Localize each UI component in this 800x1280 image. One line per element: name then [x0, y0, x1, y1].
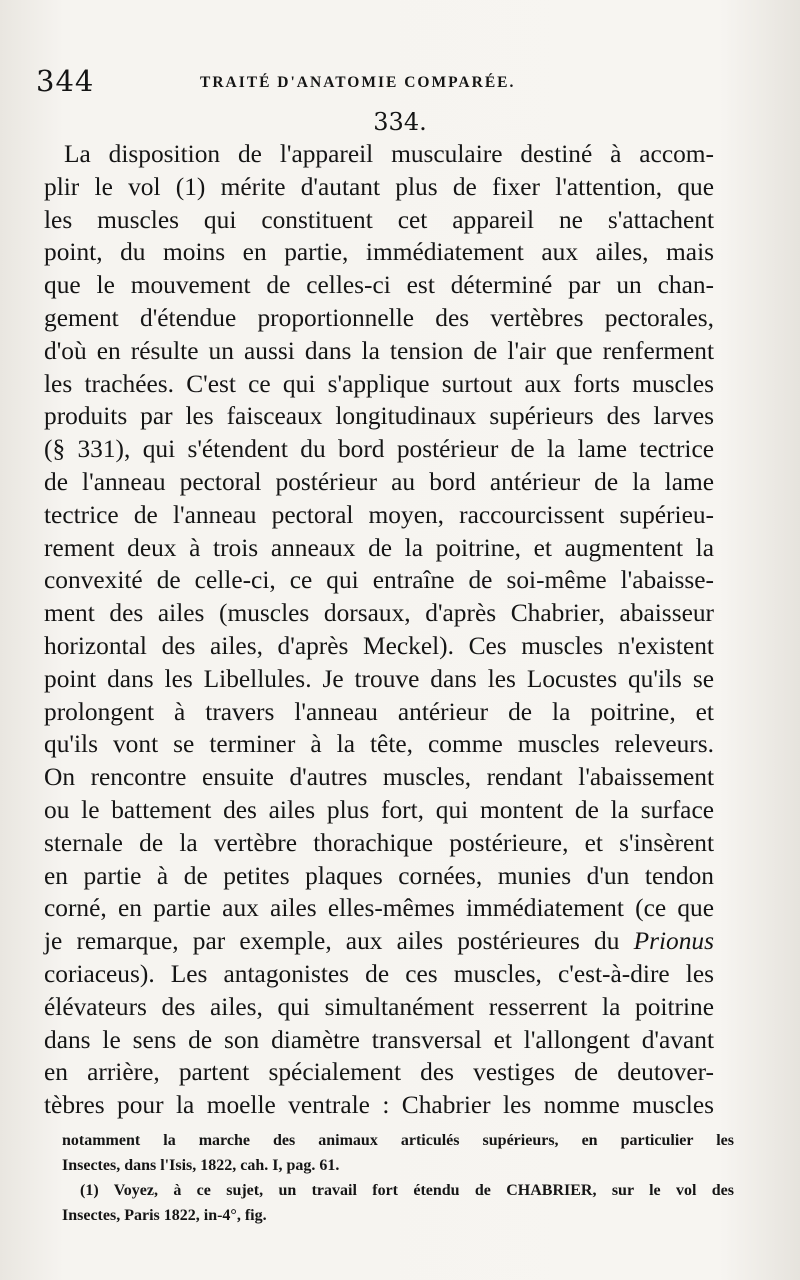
section-number: 334. — [373, 108, 427, 136]
text-line: point, du moins en partie, immédiatement aux ailes, mais — [44, 238, 714, 267]
text-line: coriaceus). Les antagonistes de ces muscles, c'est-à-dire les — [44, 959, 714, 988]
page-header — [36, 64, 756, 104]
text-line: en partie à de petites plaques cornées, munies d'un tendon — [44, 861, 714, 890]
text-line: gement d'étendue proportionnelle des vertèbres pectorales, — [44, 303, 714, 332]
text-line: qu'ils vont se terminer à la tête, comme muscles releveurs. — [44, 730, 714, 759]
text-line: en arrière, partent spécialement des vestiges de deutover- — [44, 1058, 714, 1087]
footnote-line: Insectes, dans l'Isis, 1822, cah. I, pag. 61. — [62, 1157, 340, 1174]
page-number: 344 — [36, 64, 95, 98]
text-line-with-italic — [44, 925, 714, 958]
species-name-italic: Prionus — [633, 927, 714, 956]
footnote-line: (1) Voyez, à ce sujet, un travail fort étendu de CHABRIER, sur le vol des — [80, 1182, 734, 1199]
footnote-line: Insectes, Paris 1822, in-4°, fig. — [62, 1207, 267, 1224]
text-line: tectrice de l'anneau pectoral moyen, raccourcissent supérieu- — [44, 500, 714, 529]
text-line: les muscles qui constituent cet appareil ne s'attachent — [44, 205, 714, 234]
text-line: rement deux à trois anneaux de la poitrine, et augmentent la — [44, 533, 714, 562]
text-line: La disposition de l'appareil musculaire destiné à accom- — [64, 140, 714, 168]
body-text — [44, 138, 714, 1122]
text-line: les trachées. C'est ce qui s'applique surtout aux forts muscles — [44, 369, 714, 398]
text-line: prolongent à travers l'anneau antérieur de la poitrine, et — [44, 697, 714, 726]
text-line: tèbres pour la moelle ventrale : Chabrier les nomme muscles — [44, 1091, 714, 1120]
text-segment: je remarque, par exemple, aux ailes postérieures du — [44, 927, 620, 956]
text-line: d'où en résulte un aussi dans la tension de l'air que renferment — [44, 336, 714, 365]
text-line: dans le sens de son diamètre transversal et l'allongent d'avant — [44, 1025, 714, 1054]
text-line: (§ 331), qui s'étendent du bord postérieur de la lame tectrice — [44, 435, 714, 464]
text-line: sternale de la vertèbre thorachique postérieure, et s'insèrent — [44, 828, 714, 857]
running-title: TRAITÉ D'ANATOMIE COMPARÉE. — [200, 74, 516, 91]
text-line: de l'anneau pectoral postérieur au bord antérieur de la lame — [44, 467, 714, 496]
text-line: convexité de celle-ci, ce qui entraîne de soi-même l'abaisse- — [44, 566, 714, 595]
text-line: horizontal des ailes, d'après Meckel). Ces muscles n'existent — [44, 631, 714, 660]
text-line: On rencontre ensuite d'autres muscles, rendant l'abaissement — [44, 763, 714, 792]
text-line: que le mouvement de celles-ci est déterminé par un chan- — [44, 271, 714, 300]
text-line: ou le battement des ailes plus fort, qui montent de la surface — [44, 795, 714, 824]
footnote-line: notamment la marche des animaux articulés supérieurs, en particulier les — [62, 1132, 734, 1149]
text-line: point dans les Libellules. Je trouve dans les Locustes qu'ils se — [44, 664, 714, 693]
text-line: élévateurs des ailes, qui simultanément resserrent la poitrine — [44, 992, 714, 1021]
text-line: produits par les faisceaux longitudinaux supérieurs des larves — [44, 402, 714, 431]
footnotes — [62, 1128, 734, 1228]
text-line: ment des ailes (muscles dorsaux, d'après Chabrier, abaisseur — [44, 599, 714, 628]
text-line: plir le vol (1) mérite d'autant plus de fixer l'attention, que — [44, 172, 714, 201]
text-line: corné, en partie aux ailes elles-mêmes immédiatement (ce que — [44, 894, 714, 923]
